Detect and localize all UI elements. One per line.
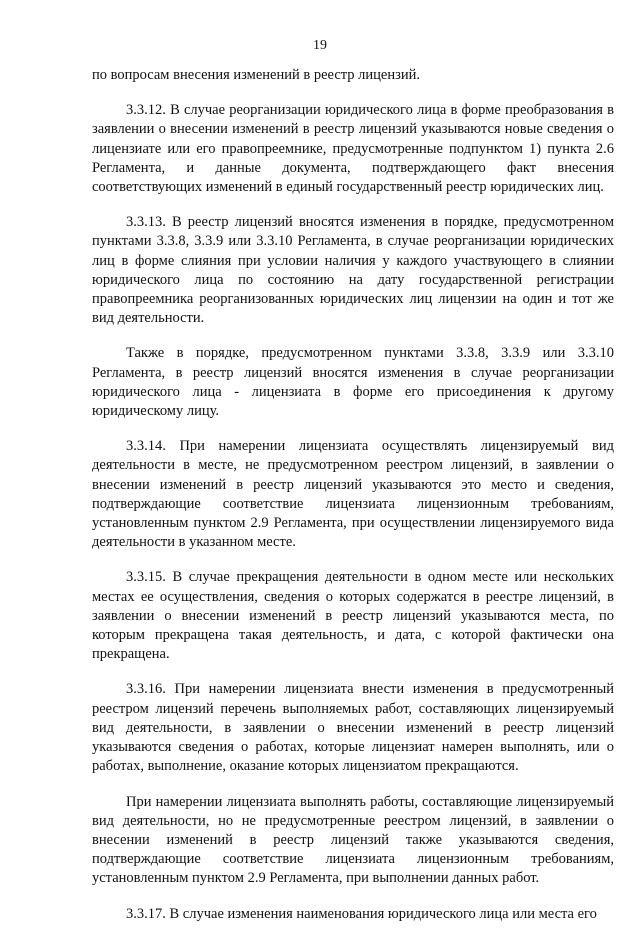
- paragraph-3-3-16-continued: При намерении лицензиата выполнять работы, составляющие лицензируемый вид деятельности, но не предусмотренные реестром лицензий, в заявлении о внесении изменений в реестр лицензий также указываются сведения, подтверждающие соответствие лицензиата лицензионным требованиям, установленным пунктом 2.9 Регламента, при выполнении данных работ.: [92, 793, 614, 887]
- paragraph-3-3-14: 3.3.14. При намерении лицензиата осуществлять лицензируемый вид деятельности в месте, не предусмотренном реестром лицензий, в заявлении о внесении изменений в реестр лицензий указываются это место и сведения, подтверждающие соответствие лицензиата лицензионным требованиям, установленным пунктом 2.9 Регламента, при осуществлении лицензируемого вида деятельности в указанном месте.: [92, 438, 614, 551]
- paragraph-3-3-17: 3.3.17. В случае изменения наименования юридического лица или места его: [126, 905, 597, 922]
- paragraph-3-3-15: 3.3.15. В случае прекращения деятельности в одном месте или нескольких местах ее осуществления, сведения о которых содержатся в реестре лицензий, в заявлении о внесении изменений в реестр лицензий указываются места, по которым прекращена такая деятельность, и дата, с которой фактически она прекращена.: [92, 569, 614, 663]
- paragraph-3-3-16: 3.3.16. При намерении лицензиата внести изменения в предусмотренный реестром лицензий перечень выполняемых работ, составляющих лицензируемый вид деятельности, в заявлении о внесении изменений в реестр лицензий указываются сведения о работах, которые лицензиат намерен выполнять, или о работах, выполнение, оказание которых лицензиатом прекращаются.: [92, 681, 614, 775]
- paragraph-3-3-13: 3.3.13. В реестр лицензий вносятся изменения в порядке, предусмотренном пунктами 3.3.8, 3.3.9 или 3.3.10 Регламента, в случае реорганизации юридических лиц в форме слияния при условии наличия у каждого участвующего в слиянии юридического лица по состоянию на дату государственной регистрации правопреемника реорганизованных юридических лиц лицензии на один и тот же вид деятельности.: [92, 214, 614, 327]
- paragraph-continuation: по вопросам внесения изменений в реестр лицензий.: [92, 67, 420, 83]
- paragraph-3-3-12: 3.3.12. В случае реорганизации юридического лица в форме преобразования в заявлении о внесении изменений в реестр лицензий указываются новые сведения о лицензиате или его правопреемнике, предусмотренные подпунктом 1) пункта 2.6 Регламента, и данные документа, подтверждающего факт внесения соответствующих изменений в единый государственный реестр юридических лиц.: [92, 102, 614, 196]
- paragraph-3-3-13-continued: Также в порядке, предусмотренном пунктами 3.3.8, 3.3.9 или 3.3.10 Регламента, в реестр лицензий вносятся изменения в случае реорганизации юридического лица - лицензиата в форме его присоединения к другому юридическому лицу.: [92, 345, 614, 420]
- document-body: [92, 66, 614, 940]
- page-number: 19: [313, 38, 327, 53]
